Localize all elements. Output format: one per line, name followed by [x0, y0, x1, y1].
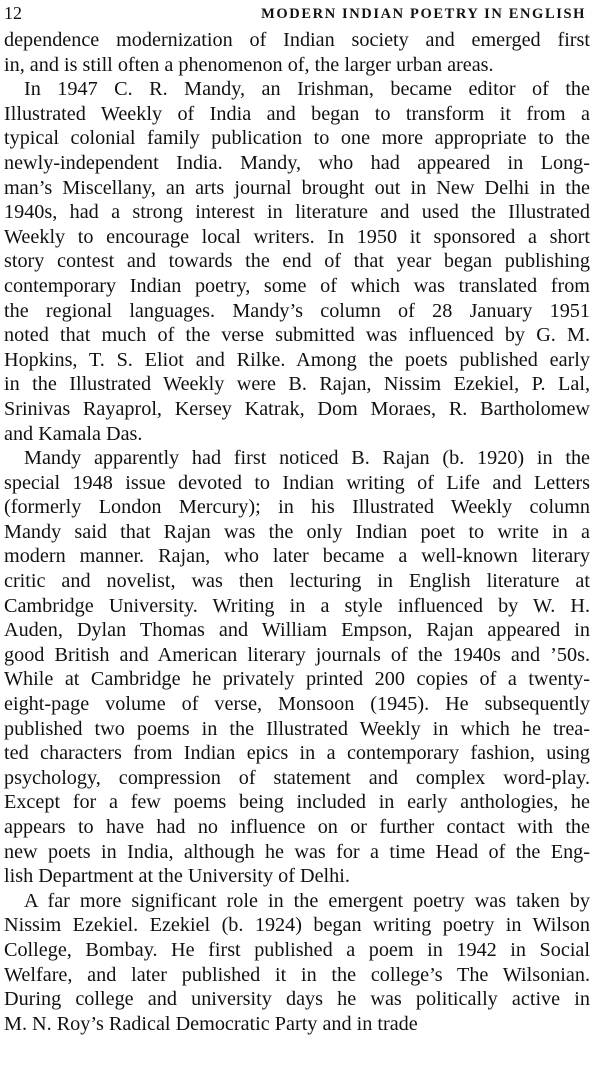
text-line: in, and is still often a phenomenon of, the larger urban areas. [4, 53, 494, 76]
text-line: Auden, Dylan Thomas and William Empson, Rajan appeared in [4, 619, 590, 642]
text-line: typical colonial family publication to one more appropriate to the [4, 127, 590, 150]
text-line: eight-page volume of verse, Monsoon (1945). He subsequently [4, 693, 590, 716]
text-line: the regional languages. Mandy’s column of 28 January 1951 [4, 299, 590, 322]
text-line: contemporary Indian poetry, some of which was translated from [4, 274, 590, 297]
text-line: Illustrated Weekly of India and began to transform it from a [4, 102, 590, 125]
text-line: Mandy apparently had first noticed B. Rajan (b. 1920) in the [24, 447, 590, 470]
text-line: man’s Miscellany, an arts journal brought out in New Delhi in the [4, 176, 590, 199]
text-line: dependence modernization of Indian society and emerged first [4, 29, 590, 51]
text-line: appears to have had no influence on or further contact with the [4, 816, 590, 838]
text-line: A far more significant role in the emergent poetry was taken by [24, 889, 590, 912]
text-line: In 1947 C. R. Mandy, an Irishman, became editor of the [24, 78, 590, 101]
text-line: and Kamala Das. [4, 422, 143, 445]
text-line: While at Cambridge he privately printed 200 copies of a twenty- [4, 668, 590, 691]
text-line: good British and American literary journals of the 1940s and ’50s. [4, 643, 590, 666]
text-line: published two poems in the Illustrated Weekly in which he trea- [4, 717, 590, 740]
text-line: Mandy said that Rajan was the only Indian poet to write in a [4, 520, 590, 543]
text-line: College, Bombay. He first published a poem in 1942 in Social [4, 938, 590, 961]
text-line: in the Illustrated Weekly were B. Rajan, Nissim Ezekiel, P. Lal, [4, 373, 590, 396]
text-line: (formerly London Mercury); in his Illustrated Weekly column [4, 496, 590, 519]
text-line: M. N. Roy’s Radical Democratic Party and in trade [4, 1012, 418, 1035]
text-line: ted characters from Indian epics in a contemporary fashion, using [4, 742, 590, 765]
text-line: special 1948 issue devoted to Indian writing of Life and Letters [4, 471, 590, 494]
text-line: Weekly to encourage local writers. In 1950 it sponsored a short [4, 225, 590, 248]
running-head [4, 2, 586, 26]
text-line: newly-independent India. Mandy, who had appeared in Long- [4, 151, 590, 174]
page-number: 12 [4, 3, 22, 23]
text-line: During college and university days he was politically active in [4, 988, 590, 1011]
text-line: Cambridge University. Writing in a style influenced by W. H. [4, 594, 590, 617]
text-line: 1940s, had a strong interest in literature and used the Illustrated [4, 201, 590, 224]
text-line: Srinivas Rayaprol, Kersey Katrak, Dom Moraes, R. Bartholomew [4, 397, 590, 420]
text-line: critic and novelist, was then lecturing in English literature at [4, 570, 590, 593]
text-line: Nissim Ezekiel. Ezekiel (b. 1924) began writing poetry in Wilson [4, 914, 590, 937]
text-line: Welfare, and later published it in the college’s The Wilsonian. [4, 963, 590, 986]
text-line: lish Department at the University of Delhi. [4, 865, 350, 888]
body-text [4, 28, 590, 1036]
text-line: Except for a few poems being included in early anthologies, he [4, 791, 590, 814]
text-line: modern manner. Rajan, who later became a well-known literary [4, 545, 590, 568]
text-line: psychology, compression of statement and complex word-play. [4, 766, 590, 789]
text-line: noted that much of the verse submitted was influenced by G. M. [4, 324, 590, 347]
text-line: Hopkins, T. S. Eliot and Rilke. Among the poets published early [4, 348, 590, 371]
text-line: new poets in India, although he was for a time Head of the Eng- [4, 840, 590, 863]
text-line: story contest and towards the end of that year began publishing [4, 250, 590, 273]
running-title: MODERN INDIAN POETRY IN ENGLISH [261, 6, 586, 22]
